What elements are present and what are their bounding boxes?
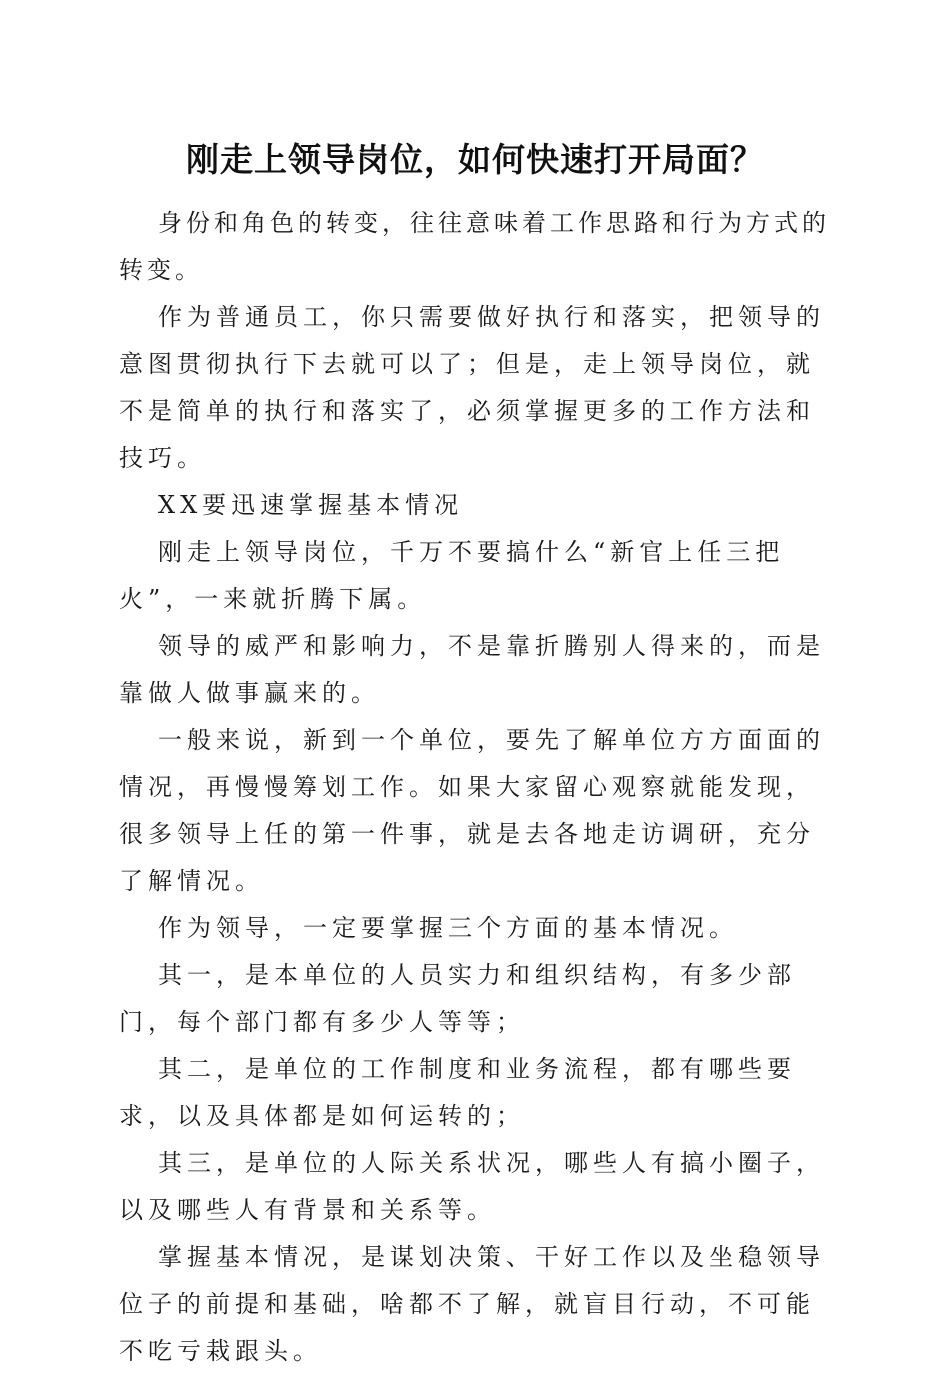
- paragraph: 其一，是本单位的人员实力和组织结构，有多少部门，每个部门都有多少人等等；: [119, 961, 796, 1036]
- paragraph: 一般来说，新到一个单位，要先了解单位方方面面的情况，再慢慢筹划工作。如果大家留心观察就能发现，很多领导上任的第一件事，就是去各地走访调研，充分了解情况。: [119, 726, 825, 895]
- paragraph: 身份和角色的转变，往往意味着工作思路和行为方式的转变。: [119, 209, 830, 284]
- paragraph: 掌握基本情况，是谋划决策、干好工作以及坐稳领导位子的前提和基础，啥都不了解，就盲目行动，不可能不吃亏栽跟头。: [119, 1243, 825, 1365]
- section-heading: XX要迅速掌握基本情况: [158, 491, 464, 519]
- paragraph: 作为普通员工，你只需要做好执行和落实，把领导的意图贯彻执行下去就可以了；但是，走上领导岗位，就不是简单的执行和落实了，必须掌握更多的工作方法和技巧。: [119, 303, 825, 472]
- paragraph: 领导的威严和影响力，不是靠折腾别人得来的，而是靠做人做事赢来的。: [119, 632, 825, 707]
- paragraph: 其二，是单位的工作制度和业务流程，都有哪些要求，以及具体都是如何运转的；: [119, 1055, 796, 1130]
- document-body: [119, 200, 831, 1375]
- paragraph: 作为领导，一定要掌握三个方面的基本情况。: [158, 914, 738, 942]
- paragraph: 刚走上领导岗位，千万不要搞什么“新官上任三把火”，一来就折腾下属。: [119, 538, 785, 613]
- paragraph: 其三，是单位的人际关系状况，哪些人有搞小圈子，以及哪些人有背景和关系等。: [119, 1149, 825, 1224]
- document-title: 刚走上领导岗位，如何快速打开局面？: [186, 140, 764, 179]
